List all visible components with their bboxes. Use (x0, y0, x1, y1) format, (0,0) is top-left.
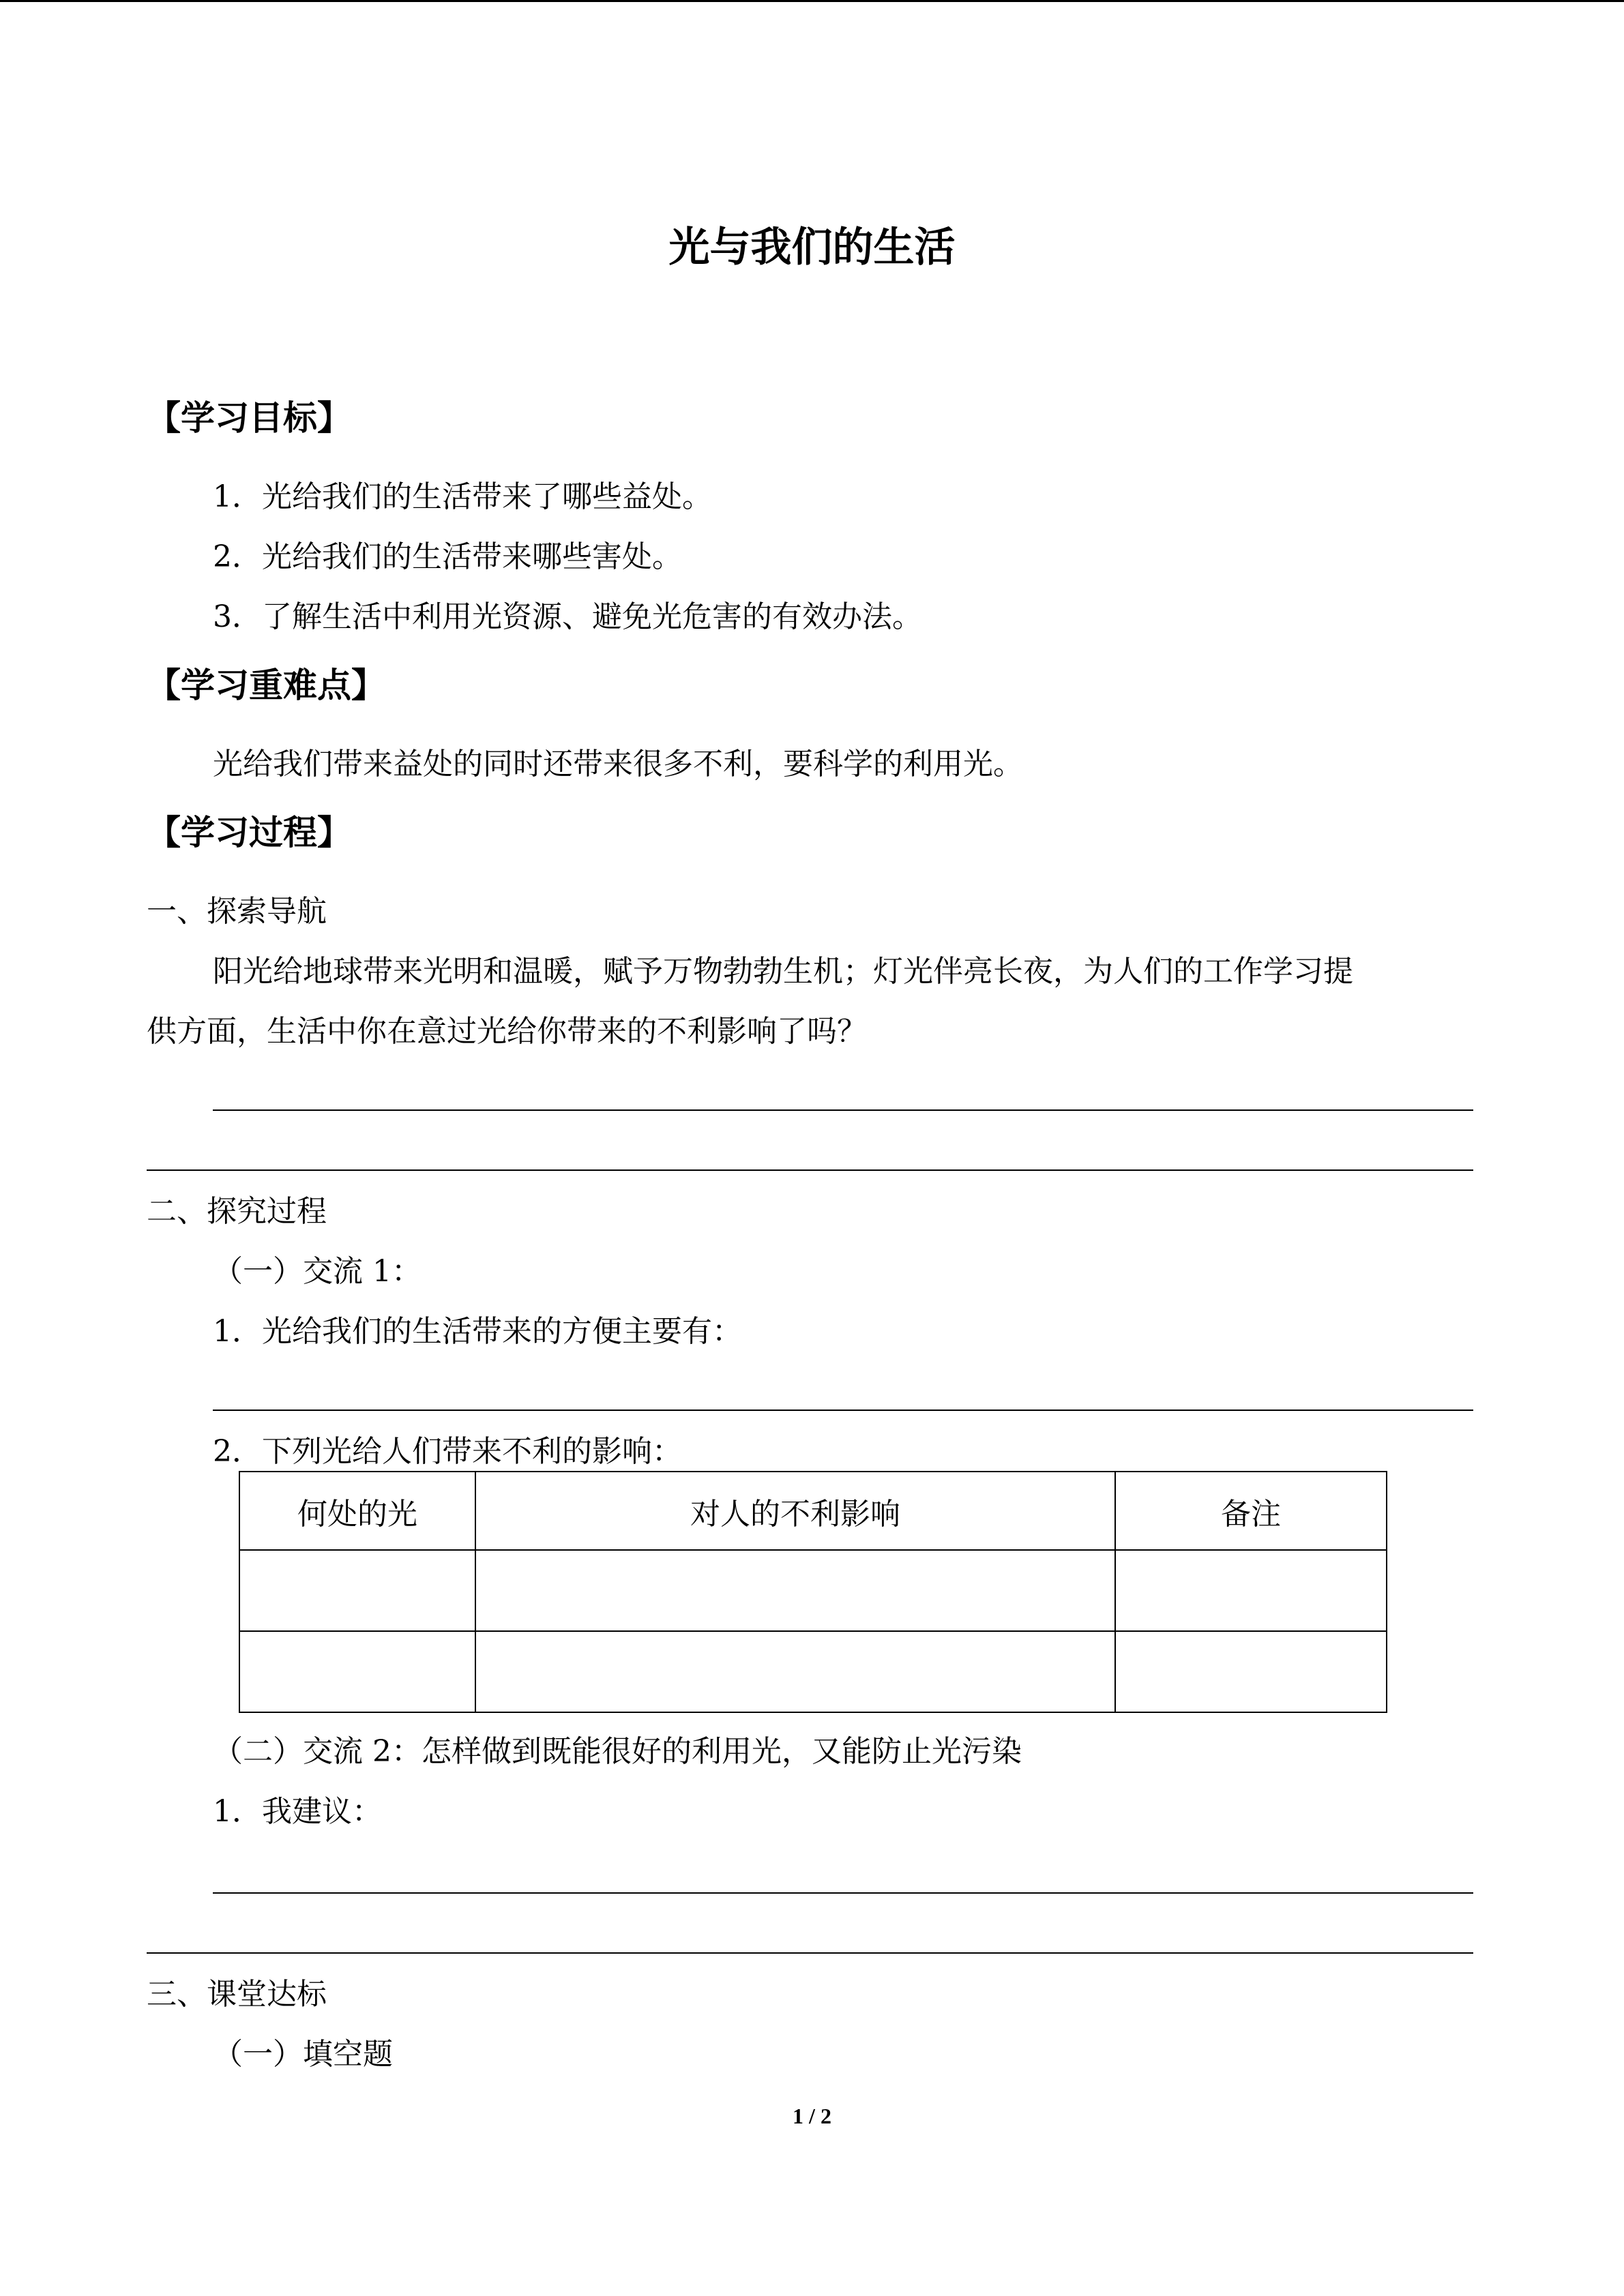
objective-item-3: 3．了解生活中利用光资源、避免光危害的有效办法。 (213, 599, 922, 634)
answer-line (213, 1410, 1473, 1411)
part3-heading: 三、课堂达标 (147, 1977, 327, 2012)
process-heading: 【学习过程】 (147, 813, 351, 852)
key-points-heading: 【学习重难点】 (147, 666, 385, 705)
table-header-cell: 备注 (1115, 1472, 1387, 1550)
page-number: 1 / 2 (793, 2104, 831, 2128)
page-title: 光与我们的生活 (668, 224, 956, 271)
table-row (239, 1631, 1387, 1712)
part1-paragraph-line2: 供方面，生活中你在意过光给你带来的不利影响了吗？ (147, 1014, 867, 1049)
answer-line (213, 1109, 1473, 1111)
suggestion-label: 1．我建议： (213, 1794, 382, 1829)
fill-in-heading: （一）填空题 (213, 2037, 393, 2072)
exchange1-heading: （一）交流 1： (213, 1254, 422, 1289)
answer-line (147, 1952, 1473, 1954)
table-cell[interactable] (475, 1631, 1115, 1712)
impact-table (239, 1471, 1387, 1713)
table-header-cell: 对人的不利影响 (475, 1472, 1115, 1550)
part2-heading: 二、探究过程 (147, 1194, 327, 1229)
question-2: 2．下列光给人们带来不利的影响： (213, 1434, 682, 1469)
table-header-cell: 何处的光 (239, 1472, 475, 1550)
key-points-text: 光给我们带来益处的同时还带来很多不利，要科学的利用光。 (213, 747, 1023, 781)
table-cell[interactable] (1115, 1550, 1387, 1631)
table-header-row (239, 1472, 1387, 1550)
table-cell[interactable] (239, 1550, 475, 1631)
table-cell[interactable] (239, 1631, 475, 1712)
exchange2-heading: （二）交流 2：怎样做到既能很好的利用光，又能防止光污染 (213, 1734, 1022, 1769)
objectives-heading: 【学习目标】 (147, 398, 351, 438)
question-1: 1．光给我们的生活带来的方便主要有： (213, 1314, 742, 1349)
table-cell[interactable] (475, 1550, 1115, 1631)
part1-heading: 一、探索导航 (147, 894, 327, 929)
table-cell[interactable] (1115, 1631, 1387, 1712)
objective-item-1: 1．光给我们的生活带来了哪些益处。 (213, 479, 712, 514)
objective-item-2: 2．光给我们的生活带来哪些害处。 (213, 539, 682, 574)
part1-paragraph-line1: 阳光给地球带来光明和温暖，赋予万物勃勃生机；灯光伴亮长夜，为人们的工作学习提 (213, 954, 1353, 989)
answer-line (213, 1892, 1473, 1894)
answer-line (147, 1169, 1473, 1171)
table-row (239, 1550, 1387, 1631)
